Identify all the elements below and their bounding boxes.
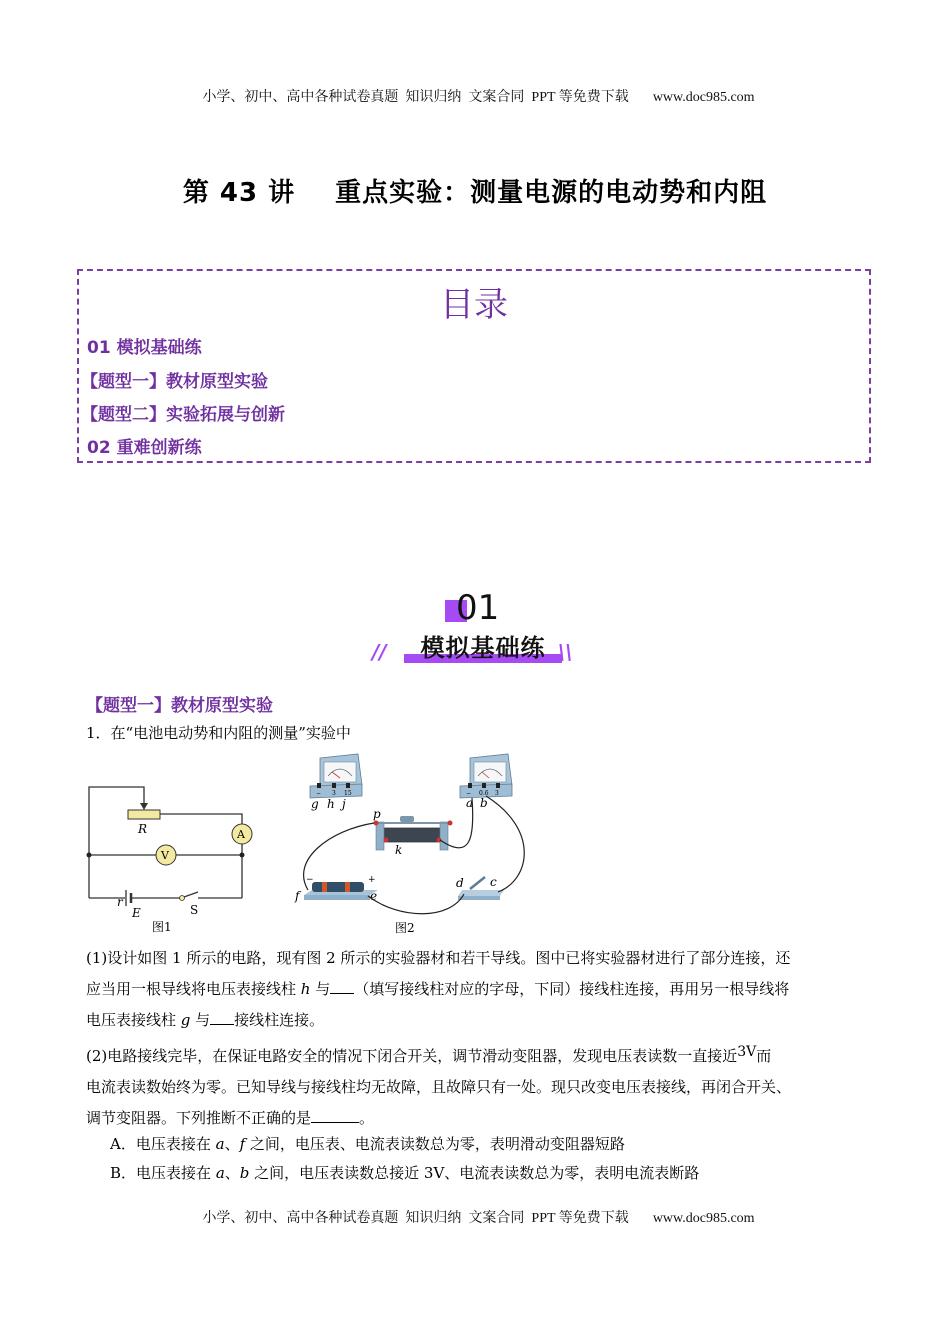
answer-blank-2[interactable] <box>210 1010 234 1025</box>
svg-text:p: p <box>373 807 381 821</box>
svg-text:h: h <box>327 797 335 811</box>
svg-text:f: f <box>295 889 300 903</box>
svg-text:0.6: 0.6 <box>479 790 489 797</box>
toc-item-type2[interactable]: 【题型二】实验拓展与创新 <box>81 405 285 425</box>
svg-text:图1: 图1 <box>152 920 172 934</box>
svg-text:b: b <box>480 796 488 810</box>
svg-text:d: d <box>456 876 464 890</box>
svg-text:j: j <box>342 797 346 811</box>
answer-blank-3[interactable] <box>311 1108 359 1123</box>
question-type-heading: 【题型一】教材原型实验 <box>86 696 273 716</box>
svg-text:E: E <box>132 906 141 920</box>
svg-text:15: 15 <box>344 790 352 797</box>
svg-text:图2: 图2 <box>395 921 415 935</box>
svg-text:e: e <box>370 889 378 903</box>
svg-text:V: V <box>161 849 169 862</box>
page-title <box>0 172 950 209</box>
part2-line2: 电流表读数始终为零。已知导线与接线柱均无故障，且故障只有一处。现只改变电压表接线，再闭合开关、 <box>86 1078 792 1096</box>
svg-text:k: k <box>395 843 403 857</box>
footer-url[interactable]: www.doc985.com <box>652 1211 755 1226</box>
part1-line1: (1)设计如图 1 所示的电路，现有图 2 所示的实验器材和若干导线。图中已将实验器材进行了部分连接，还 <box>86 949 791 967</box>
ammeter-device <box>460 754 512 810</box>
lecture-number: 第 43 讲 <box>182 178 296 208</box>
section-badge <box>372 588 573 668</box>
svg-text:3: 3 <box>495 790 499 797</box>
question-part-2 <box>86 1037 876 1134</box>
option-a[interactable]: A．电压表接在 a、f 之间，电压表、电流表读数总为零，表明滑动变阻器短路 <box>110 1135 625 1153</box>
table-of-contents <box>77 269 871 463</box>
voltmeter-device <box>310 754 362 811</box>
slash-decoration-left: // <box>372 640 387 664</box>
section-label: 模拟基础练 <box>420 634 546 662</box>
figure-2-apparatus <box>290 750 540 940</box>
toc-item-advanced[interactable]: 02 重难创新练 <box>87 438 202 458</box>
toc-item-type1[interactable]: 【题型一】教材原型实验 <box>81 372 268 392</box>
svg-text:S: S <box>190 903 199 917</box>
header-text: 小学、初中、高中各种试卷真题 知识归纳 文案合同 PPT 等免费下载 <box>202 90 629 105</box>
svg-text:3: 3 <box>332 790 336 797</box>
question-stem: 1．在“电池电动势和内阻的测量”实验中 <box>86 724 351 742</box>
header-url[interactable]: www.doc985.com <box>652 90 755 105</box>
slash-decoration-right: \\ <box>558 640 573 664</box>
svg-text:R: R <box>138 822 148 836</box>
part1-line2: 应当用一根导线将电压表接线柱 h 与 （填写接线柱对应的字母，下同）接线柱连接，再用另一根导线将 <box>86 980 790 998</box>
part1-line3: 电压表接线柱 g 与 接线柱连接。 <box>86 1011 325 1029</box>
svg-text:g: g <box>311 797 319 811</box>
toc-heading: 目录 <box>440 285 508 325</box>
svg-text:−: − <box>306 875 314 885</box>
svg-text:A: A <box>237 828 245 841</box>
svg-text:−: − <box>466 790 472 797</box>
svg-text:r: r <box>117 895 123 909</box>
part2-line1: (2)电路接线完毕，在保证电路安全的情况下闭合开关，调节滑动变阻器，发现电压表读数一直接近$^{3V}$而 <box>86 1044 772 1065</box>
svg-text:−: − <box>316 790 322 797</box>
figure-1-circuit <box>80 750 280 940</box>
svg-text:c: c <box>490 875 497 889</box>
option-b[interactable]: B．电压表接在 a、b 之间，电压表读数总接近 3V、电流表读数总为零，表明电流表断路 <box>110 1164 700 1182</box>
page-footer <box>0 1191 950 1227</box>
page-header <box>0 70 950 106</box>
battery-device <box>294 875 378 903</box>
toc-item-basic[interactable]: 01 模拟基础练 <box>87 338 202 358</box>
rheostat-device <box>373 807 453 857</box>
question-part-1 <box>86 943 876 1036</box>
svg-text:+: + <box>368 875 376 885</box>
answer-blank-1[interactable] <box>330 979 354 994</box>
section-number: 01 <box>456 588 500 628</box>
part2-line3: 调节变阻器。下列推断不正确的是 。 <box>86 1109 375 1127</box>
svg-text:a: a <box>466 796 474 810</box>
lecture-topic: 重点实验：测量电源的电动势和内阻 <box>335 178 768 208</box>
footer-text: 小学、初中、高中各种试卷真题 知识归纳 文案合同 PPT 等免费下载 <box>202 1211 629 1226</box>
